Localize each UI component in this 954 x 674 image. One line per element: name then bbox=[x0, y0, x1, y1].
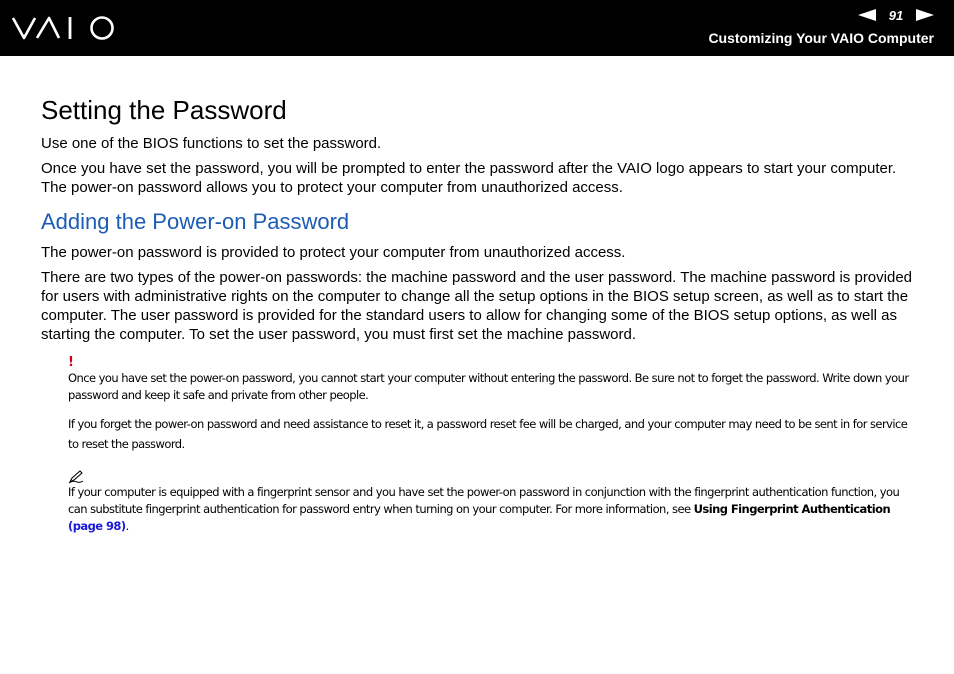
tip-reference-title: Using Fingerprint Authentication bbox=[693, 502, 891, 516]
warning-note-2: If you forget the power-on password and need assistance to reset it, a password reset fee will be charged, and your computer may need to be sent in for service to reset the password. bbox=[68, 417, 908, 451]
tip-note bbox=[68, 484, 916, 535]
intro-paragraph-2: Once you have set the password, you will be prompted to enter the password after the VAIO logo appears to start your computer. The power-on password allows you to protect your computer from unauthorized access. bbox=[41, 160, 897, 196]
warning-note-1: Once you have set the power-on password, you cannot start your computer without entering the password. Be sure not to forget the password. Write down your password and keep it safe and private from other people. bbox=[68, 371, 909, 402]
subsection-title: Adding the Power-on Password bbox=[41, 209, 350, 234]
pencil-icon bbox=[68, 470, 84, 484]
notes-block bbox=[68, 356, 916, 535]
section-title: Customizing Your VAIO Computer bbox=[708, 30, 934, 46]
warning-icon: ! bbox=[68, 355, 74, 370]
body-paragraph-1: The power-on password is provided to protect your computer from unauthorized access. bbox=[41, 244, 626, 261]
page-header bbox=[0, 0, 954, 56]
page-title: Setting the Password bbox=[41, 95, 287, 125]
page-navigation bbox=[858, 7, 934, 23]
tip-end: . bbox=[125, 519, 129, 533]
previous-page-arrow-icon[interactable] bbox=[858, 9, 876, 21]
body-paragraph-2: There are two types of the power-on passwords: the machine password and the user password. The machine password is provided for users with administrative rights on the computer to change all the setup options in the BIOS setup screen, as well as to start the computer. The user password is provided for the standard users to allow for changing some of the BIOS setup options, as well as starting the computer. To set the user password, you must first set the machine password. bbox=[41, 269, 913, 343]
intro-paragraph-1: Use one of the BIOS functions to set the password. bbox=[41, 135, 382, 152]
page-98-link[interactable]: (page 98) bbox=[68, 519, 126, 533]
tip-text: If your computer is equipped with a fingerprint sensor and you have set the power-on password in conjunction with the fingerprint authentication function, you can substitute fingerprint authentication for password entry when turning on your computer. For more information, see bbox=[68, 485, 900, 516]
vaio-logo bbox=[12, 14, 120, 42]
page-number: 91 bbox=[888, 7, 904, 23]
page-content bbox=[41, 94, 916, 535]
next-page-arrow-icon[interactable] bbox=[916, 9, 934, 21]
